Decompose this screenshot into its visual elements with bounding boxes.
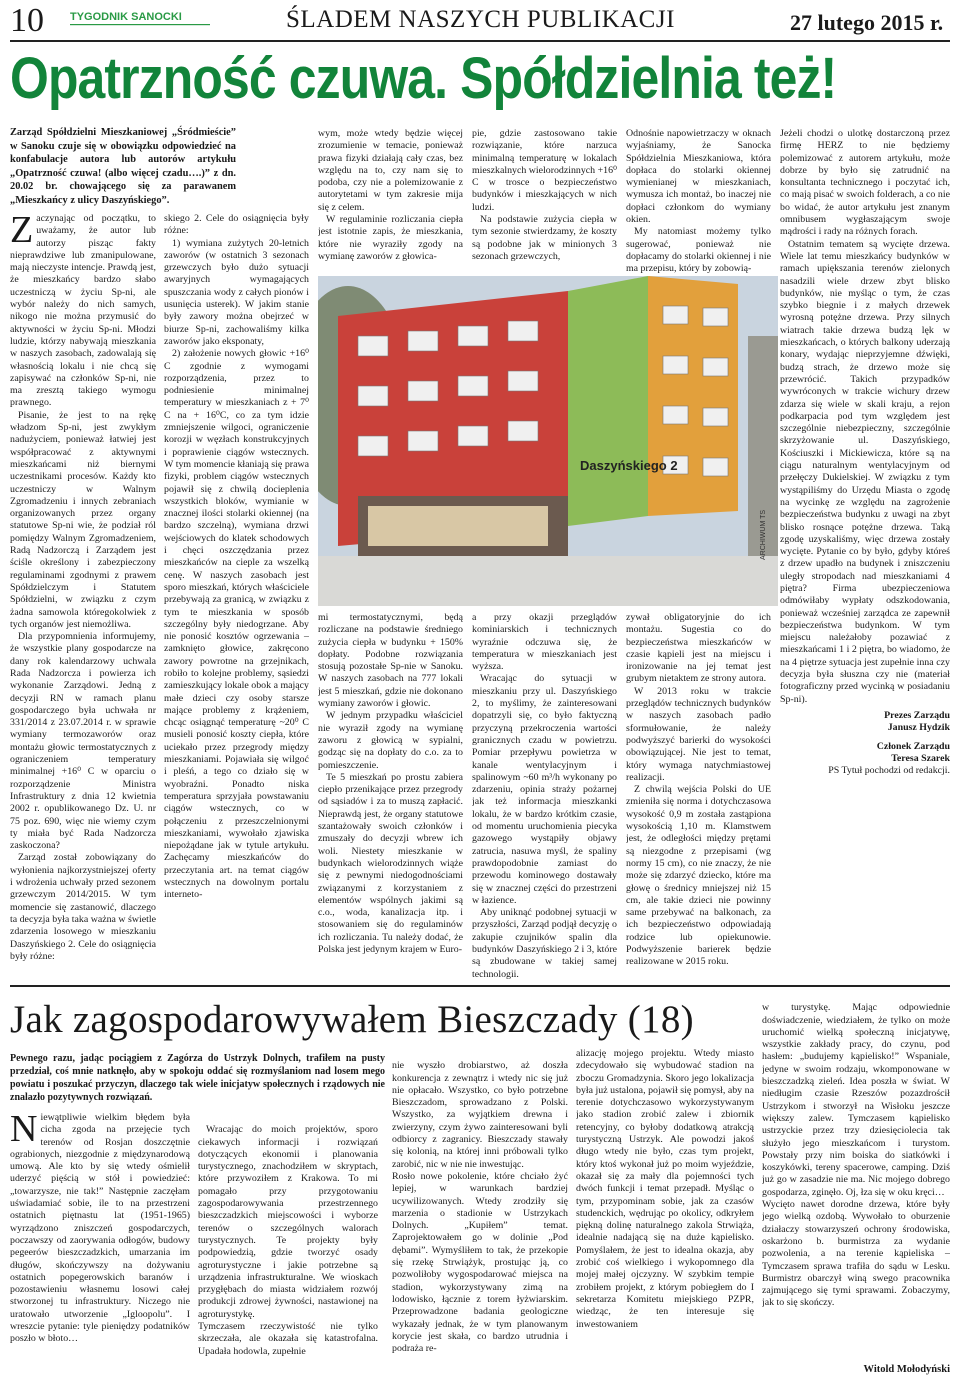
logo-text: TYGODNIK SANOCKI <box>70 11 182 23</box>
article-headline: Opatrzność czuwa. Spółdzielnia też! <box>10 46 837 111</box>
paragraph: Na podstawie zużycia ciepła w tym sezonie stwierdzamy, że koszty są podobne jak w minionych 3 sezonach grzewczych, <box>472 214 617 262</box>
section-title: ŚLADEM NASZYCH PUBLIKACJI <box>286 6 675 33</box>
signature-name-1: Janusz Hydzik <box>887 722 950 734</box>
photo-credit: ARCHIWUM TS <box>760 509 767 560</box>
paragraph: W 2013 roku w trakcie przeglądów technicznych budynków w naszych zasobach padło sformułowanie, że należy podwyższyć barierki do wysokości obowiązującej. Nie jest to temat, który wymaga natychmiastowej realizacji. <box>626 685 771 783</box>
page-number: 10 <box>10 2 44 39</box>
paragraph: Jeżeli chodzi o ulotkę dostarczoną przez firmę HERZ to nie będziemy polemizować z autorem artykułu, może dobrze by było się zatrudnić na konsultanta technicznego i poczytać ich, co mają pisać w swoich folderach, a co nie bo widać, że autor artykułu jest znanym omnibusem wygłaszającym swoje mądrości i rady na różnych forach. <box>780 128 950 238</box>
paragraph: Aby uniknąć podobnej sytuacji w przyszłości, Zarząd podjął decyzję o zakupie czujników spalin dla budynków Daszyńskiego 2 i 3, które są zbudowane w takiej samej technologii. <box>472 907 617 980</box>
article-divider <box>10 985 950 987</box>
paragraph: Z chwilą wejścia Polski do UE zmieniła się norma i dotychczasowa wysokość 0,9 m została zastąpiona wysokością 1,10 m. Klamstwem jest, że odległości między prętami są niezgodne z przepisami (wg normy 15 cm), co nie znaczy, że nie może się zdarzyć dziecko, które ma głowę o średnicy mniejszej niż 15 cm, ale takie dzieci nie powinny same przebywać na balkonach, za ich bezpieczeństwo odpowiadają rodzice lub opiekunowie. Podwyższenie barierek będzie realizowane w 2015 roku. <box>626 784 771 968</box>
paragraph: 2) założenie nowych głowic +16⁰ C zgodnie z wymogami rozporządzenia, przez to podniesienie minimalnej temperatury w mieszkaniach z + 7⁰ C na + 16⁰C, co za tym idzie zmniejszenie wilgoci, ograniczenie korozji w węzłach konstrukcyjnych i poprawienie ciągów wstecznych. W tym momencie kłaniają się prawa fizyki, problem ciągów wstecznych pojawił się z chwilą docieplenia wszystkich bloków, wymianie w znacznej ilości stolarki okiennej (na bardzo szczelną), wymiana drzwi wejściowych do klatek schodowych i chęci oszczędzania przez mieszkańców na cieple za wszelką cenę. W naszych zasobach jest sporo mieszkań, których właściciele przebywają za granicą, w związku z tym te mieszkania w sposób szczególny były niedogrzane. Aby nie ponosić kosztów ogrzewania – zamknięto głowice, zakręcono zawory powrotne na grzejnikach, robiło to kolejne problemy, sąsiedzi zamieszkujący lokale obok a mający małe dzieci czy osoby starsze mające problemy z krążeniem, chcąc osiągnąć temperaturę ~20⁰ C musieli ponosić koszty ciepła, które uciekało przez przegrody między mieszkaniami. Pojawiała się wilgoć i pleśń, a tego co działo się w wyobraźni. Ponadto niska temperatura sprzyjała powstawaniu ciągów wstecznych, co w połączeniu z przeszczelnionymi mieszkaniami, wywołało zjawiska niepożądane jak w tytule artykułu. Zachęcamy mieszkańców do przeczytania art. na temat ciągów wstecznych na dowolnym portalu interneto- <box>164 348 309 901</box>
drop-cap: N <box>10 1112 38 1150</box>
article-column-3-top <box>318 128 463 274</box>
paragraph: Wracając do moich projektów, sporo ciekawych informacji i rozwiązań dotyczących ekonomii i planowania turystycznego, znachodziłem w skryptach, które przywoziłem z Krakowa. To mi pomagało przy przygotowaniu zagospodarowywania przestrzennego bieszczadzkich miejscowości i wyborze terenów o szczególnych walorach turystycznych. Te projekty były podpowiedzią, gdzie tworzyć osady agroturystyczne i jakie potrzebne są urządzenia infrastrukturalne. We wioskach przygłębach do miasta widziałem rozwój produkcji zdrowej żywności, nastawionej na agroturystykę. Tymczasem rzeczywistość nie tylko skrzeczała, ale okazała się katastrofalna. Upadała hodowla, zupełnie <box>198 1124 378 1357</box>
article-column-4-top <box>472 128 617 274</box>
issue-date: 27 lutego 2015 r. <box>790 10 944 35</box>
building-photo <box>318 276 778 606</box>
article-column-3-bottom <box>318 612 463 980</box>
paragraph: Te 5 mieszkań po prostu zabiera ciepło przenikające przez przegrody od sąsiadów i za to muszą zapłacić. Nieprawdą jest, że organy statutowe szantażowały swoich członków i zmuszały do decyzji wbrew ich woli. Niestety mieszkanie w budynkach wielorodzinnych wiąże się z pewnymi niedogodnościami związanymi z korzystaniem z elementów wspólnych jakimi są c.o., woda, kanalizacja itp. i stosowaniem się do regulaminów ich rozliczania. Tu należy dodać, że Polska jest jedynym krajem w Euro- <box>318 771 463 956</box>
postscript: PS Tytuł pochodzi od redakcji. <box>828 765 950 777</box>
article2-column-3 <box>392 1048 568 1374</box>
signature-role-1: Prezes Zarządu <box>884 709 950 721</box>
article2-column-2 <box>198 1112 378 1374</box>
drop-cap: Z <box>10 213 34 251</box>
paragraph: 1) wymiana zużytych 20-letnich zaworów (w ostatnich 3 sezonach grzewczych było dużo sytuacji awaryjnych wymagających spuszczania wody z całych pionów i usunięcia usterek). W jakim stanie były zawory można obejrzeć w biurze Sp-ni, zachowaliśmy kilka zaworów jako eksponaty, <box>164 237 309 347</box>
article2-headline: Jak zagospodarowywałem Bieszczady (18) <box>10 998 694 1041</box>
article-column-6 <box>780 128 950 988</box>
paragraph: aczynając od początku, to uważamy, że autor lub autorzy pisząc fakty nieprawdziwe lub zmanipulowane, mają nieczyste intencje. Prawdą jest, że mieszkańcy bardzo słabo uczestniczą w życiu Sp-ni, ale wybór należy do nich samych, nikogo nie można przymusić do aktywności w życiu Sp-ni. Młodzi ludzie, którzy nabywają mieszkania w naszych zasobach, zadowalają się własnością lokalu i nie chcą się zapisywać na członków Sp-ni, nie ma zresztą takiego wymogu prawnego. <box>10 213 156 409</box>
page-header <box>0 0 960 44</box>
article2-author: Witold Mołodyński <box>863 1364 950 1375</box>
photo-sign-text: Daszyńskiego 2 <box>580 458 678 473</box>
article-column-2 <box>164 213 309 978</box>
paragraph: Zarząd został zobowiązany do wyłonienia najkorzystniejszej oferty i wdrożenia uchwały przed sezonem grzewczym 2014/2015. W tym momencie się zastanowić, dlaczego ta decyzja była taka ważna w świetle zdarzenia losowego w mieszkaniu Daszyńskiego 2. Cele do osiągnięcia były różne: <box>10 852 156 962</box>
apartment-building-illustration <box>318 276 778 606</box>
article-column-5-top <box>626 128 771 274</box>
paragraph: zywał obligatoryjnie do ich montażu. Sugestia co do bezpieczeństwa mieszkańców w czasie kąpieli jest na miejscu i ironizowanie na jej temat jest grubym nietaktem ze strony autora. <box>626 612 771 685</box>
paragraph: My natomiast możemy tylko sugerować, ponieważ nie dopłacamy do stolarki okiennej i nie ma przepisu, który by zobowią- <box>626 226 771 274</box>
header-rule <box>10 40 950 42</box>
paragraph: nie wyszło drobiarstwo, aż doszła konkurencja z zewnątrz i wtedy nic się już nie opłacało. Wszystko, co było potrzebne Bieszczadom, sprowadzano z Polski. Wszystko, za wyjątkiem drewna i zwierzyny, czym żywo zainteresowani byli odbiorcy z zagranicy. Bieszczady stawały się kolonią, na której inni próbowali tylko zarobić, nic w nie nie inwestując. Rosło nowe pokolenie, które chciało żyć lepiej, w warunkach bardziej ucywilizowanych. Wtedy zrodziły się marzenia o stadionie w Ustrzykach Dolnych. „Kupiłem” temat. Zaprojektowałem go w dolinie „Pod dębami”. Wymyśliłem to tak, że przekopie się rzekę Strwiążyk, prostując ją, co pozwoliłoby wygospodarować miejsca na stadion, wykorzystywany zimą na lodowisko, łącznie z torem łyżwiarskim. Przeprowadzone badania geologiczne wykazały jednak, że w tym planowanym korycie jest skała, co bardzo utrudnia i podraża re- <box>392 1060 568 1355</box>
paragraph: Dla przypomnienia informujemy, że wszystkie plany gospodarcze na dany rok kalendarzowy uchwala Rada Nadzorcza i powierza ich wykonanie Zarządowi. Jedną z decyzji RN w ramach planu gospodarczego była uchwała nr 331/2014 z 23.07.2014 r. w sprawie wymiany termozaworów oraz montażu głowic termostatycznych z ograniczeniem temperatury minimalnej +16⁰ C w oparciu o rozporządzenie Ministra Infrastruktury z dnia 12 kwietnia 2002 r. opublikowanego Dz. U. nr 75 poz. 690, więc nie wiemy czym ty miała być Rada Nadzorcza zaskoczona? <box>10 631 156 852</box>
paragraph: skiego 2. Cele do osiągnięcia były różne: <box>164 213 309 237</box>
paragraph: Wracając do sytuacji w mieszkaniu przy ul. Daszyńskiego 2, to myślimy, że zainteresowani dopatrzyli się, co było faktyczną przyczyną przekroczenia wartości granicznych czadu w powietrzu. Pomiar przepływu powietrza w kanale wentylacyjnym i spalinowym ~60 m³/h wykonany po zdarzeniu, opinia straży pożarnej jak też informacja mieszkanki lokalu, że w bardzo krótkim czasie, od momentu uruchomienia piecyka gazowego wystąpiły objawy zatrucia, nasuwa myśl, że spaliny prawdopodobnie zamiast do przewodu kominowego dostawały się w znacznej części do przestrzeni w łazience. <box>472 673 617 906</box>
paragraph: a przy okazji przeglądów kominiarskich i technicznych wyraźnie odczuwa się, że temperatura w mieszkaniach jest wyższa. <box>472 612 617 673</box>
newspaper-logo <box>70 6 220 30</box>
article2-lead: Pewnego razu, jadąc pociągiem z Zagórza do Ustrzyk Dolnych, trafiłem na pusty przedział, coś mnie natknęło, aby w spokoju oddać się rozmyślaniom nad losem mego powiatu i poszukać przyczyn, dlaczego tak wiele inicjatyw społecznych i rządowych nie znalazło pozytywnych rozwiązań. <box>10 1053 385 1103</box>
paragraph: alizację mojego projektu. Wtedy miasto zdecydowało się wybudować stadion na zboczu Gromadzynia. Skoro jego lokalizacja była już ustalona, pojawił się pomysł, aby na terenie dotychczasowo wykorzystywanym jako stadion zrobić zalew i zbiornik retencyjny, co byłoby dodatkową atrakcją turystyczną Ustrzyk. Ale powodzi jakoś długo wtedy nie było, czas tym projekt, który ktoś wykonał już po moim wyjeździe, okazał się za mały dla pojemności tych dwóch funkcji i temat przepadł. Myśląc o tym, przypominam sobie, jak za czasów studenckich, wędrując po okolicy, odkryłem piękną dolinę naturalnego zakola Strwiąża, idealnie nadającą się na duże kąpielisko. Pomyślałem, że jest to idealna okazja, aby zrobić coś wielkiego i wykopomnego dla mojej małej ojczyzny. W szybkim tempie zrobiłem projekt, z którym pobiegłem do I sekretarza Komitetu miejskiego PZPR, wiedząc, że ten interesuje się inwestowaniem <box>576 1048 754 1330</box>
paragraph: Ostatnim tematem są wycięte drzewa. Wiele lat temu mieszkańcy budynków w ramach upiększania terenów zielonych nasadzili wiele drzew zbyt blisko budynków, nie myśląc o tym, że czas szybko biegnie i z małych drzewek wyrosną potężne drzewa. Przy silnych wiatrach takie drzewa budzą lęk w mieszkańcach, o których balkony uderzają konary, wydając nieprzyjemne dźwięki, budzą strach, że drzewo może się przewrócić. Takich przypadków wywróconych w trakcie wichury drzew zdarza się wiele w skali kraju, a rejon podkarpacia pod tym względem jest szczególnie niebezpieczny, szczególnie skrzyżowanie ul. Daszyńskiego, Kościuszki i Mickiewicza, które są na ciągu naturalnym wentylacyjnym od przełęczy Dukielskiej. W związku z tym wystąpiliśmy do Urzędu Miasta o zgodę na wycinkę ze względu na zagrożenie bezpieczeństwa budynku z uwagi na zbyt blisko rosnące potężne drzewa. Taką zgodę uzyskaliśmy, więc drzewa zostały wycięte. Pytanie co by było, gdyby któreś z drzew upadło na budynek i zniszczeniu uległy stropodach nad mieszkaniami 4 piętra? Firma ubezpieczeniowa odmówiłaby wypłaty odszkodowania, ponieważ wcześniej zarządca ze zapewnił bezpieczeństwa budynkom. W tym miejscu należałoby pozawiać z mieszkańcami 1 i 2 piętra, bo wiadomo, że na 4 piętrze sytuacja jest zupełnie inna czy decyzja była słuszna czy nie (materiał fotograficzny przed wycinką w posiadaniu Sp-ni). <box>780 238 950 705</box>
paragraph: iewątpliwie wielkim błędem była cicha zgoda na przejęcie tych terenów od Rosjan doszczętnie ograbionych, niezgodnie z międzynarodową umową. Ale kto by się wtedy ośmielił uderzyć pięścią w stół i powiedzieć: „towarzysze, nie tak!” Następnie zaczęłam uświadamiać sobie, ile to na przestrzeni ostatnich piętnastu lat (1951-1965) wyrządzono zniszczeń gospodarczych, poczawszy od zaorywania odłogów, budowy pegeerów bieszczadzkich, umarzania im długów, skończywszy na dożywaniu ostatnich popegerowskich baranów i pozostawieniu własnemu losowi całej stworzonej tu infrastruktury. Niczego nie uratowało utworzenie „Igloopolu”. I wreszcie pytanie: tyle pieniędzy podatników poszło w błoto… <box>10 1112 190 1345</box>
article-lead: Zarząd Spółdzielni Mieszkaniowej „Śródmieście” w Sanoku czuje się w obowiązku odpowiedzieć na konfabulacje autora lub autorów artykułu „Opatrzność czuwa! (albo więcej czadu….)” z dn. 20.02 br. chowającego się za parawanem „Mieszkańcy z ulicy Daszyńskiego”. <box>10 127 236 206</box>
paragraph: wym, może wtedy będzie więcej zrozumienie w temacie, ponieważ prawa fizyki działają cały czas, bez względu na to, czy nam się to podoba, czy nie a polemizowanie z autorytetami w tym zakresie mija się z celem. <box>318 128 463 213</box>
article-column-1 <box>10 213 156 978</box>
signature-role-2: Członek Zarządu <box>876 740 950 752</box>
paragraph: W jednym przypadku właściciel nie wyraził zgody na wymianę zaworu z głowicą w sypialni, godząc się na dopłaty do c.o. za to pomieszczenie. <box>318 710 463 771</box>
article2-column-4 <box>576 1048 754 1374</box>
paragraph: pie, gdzie zastosowano takie rozwiązanie, które narzuca minimalną temperaturę w lokalach mieszkalnych wielorodzinnych +16⁰ C w trosce o bezpieczeństwo budynków i mieszkających w nich ludzi. <box>472 128 617 213</box>
paragraph: Pisanie, że jest to na rękę władzom Sp-ni, jest zwykłym nadużyciem, ponieważ łatwiej jest współpracować z aktywnymi mieszkańcami niż biernymi uczestnikami procesów. Każdy kto uczestniczy w Walnym Zgromadzeniu i innych zebraniach organizowanych przez organy statutowe Sp-ni wie, że podział ról pomiędzy Walnym Zgromadzeniem, Radą Nadzorczą i Zarządem jest ściśle określony i zabezpieczony regulaminami zgodnymi z prawem Spółdzielczym i Statutem Spółdzielni, w związku z czym żadna samowola któregokolwiek z tych organów jest niemożliwa. <box>10 409 156 630</box>
paragraph: mi termostatycznymi, będą rozliczane na podstawie średniego zużycia ciepła w budynku + 150% dopłaty. Podobne rozwiązania stosują pozostałe Sp-nie w Sanoku. W naszych zasobach na 777 lokali jest 5 mieszkań, gdzie nie dokonano wymiany zaworów i głowic. <box>318 612 463 710</box>
article2-column-5 <box>762 990 950 1362</box>
article-column-5-bottom <box>626 612 771 980</box>
paragraph: w turystykę. Mając odpowiednie doświadczenie, wiedziałem, że tylko on może uruchomić wielką społeczną inicjatywę, wszystkie zakłady pracy, do czynu, pod hasłem: „budujemy kąpielisko!” Wspaniale, jedyne w swoim rodzaju, wkomponowane w bieszczadzką zieleń. Idea poszła w świat. W niedługim czasie Rzeszów pozazdrościł Ustrzykom i stworzył na Wisłoku jeszcze większy zalew. Tymczasem kąpielisko ustrzyckie przez trzy dziesięciolecia tak służyło jego mieszkańcom i turystom. Powstały przy nim boiska do siatkówki i koszykówki, tereny spacerowe, camping. Dziś już go w zasadzie nie ma. Nic mojego dobrego gospodarza, zginęło. Oj, łza się w oku kręci… Wycięto nawet dorodne drzewa, które były jego wielką ozdobą. Wywołało to oburzenie działaczy stowarzyszeń ochrony środowiska, oskarżono b. burmistrza za wydanie pozwolenia, a na terenie kąpieliska – Tymczasem sprawa trafiła do sądu w Lesku. Burmistrz obarczył winą swego pracownika zajmującego się tymi sprawami. Zobaczymy, jak to się skończy. <box>762 1002 950 1309</box>
paragraph: Odnośnie napowietrzaczy w oknach wyjaśniamy, że Sanocka Spółdzielnia Mieszkaniowa, która dopłaca do stolarki okiennej wymienianej w mieszkaniach, wymusza ich montaż, bo inaczej nie dopłaci członkom do wymiany okien. <box>626 128 771 226</box>
signature-name-2: Teresa Szarek <box>891 752 950 764</box>
article-column-4-bottom <box>472 612 617 980</box>
paragraph: W regulaminie rozliczania ciepła jest istotnie zapis, że mieszkania, które nie wyraziły zgody na wymianę zaworów z głowica- <box>318 214 463 262</box>
article2-column-1 <box>10 1112 190 1374</box>
